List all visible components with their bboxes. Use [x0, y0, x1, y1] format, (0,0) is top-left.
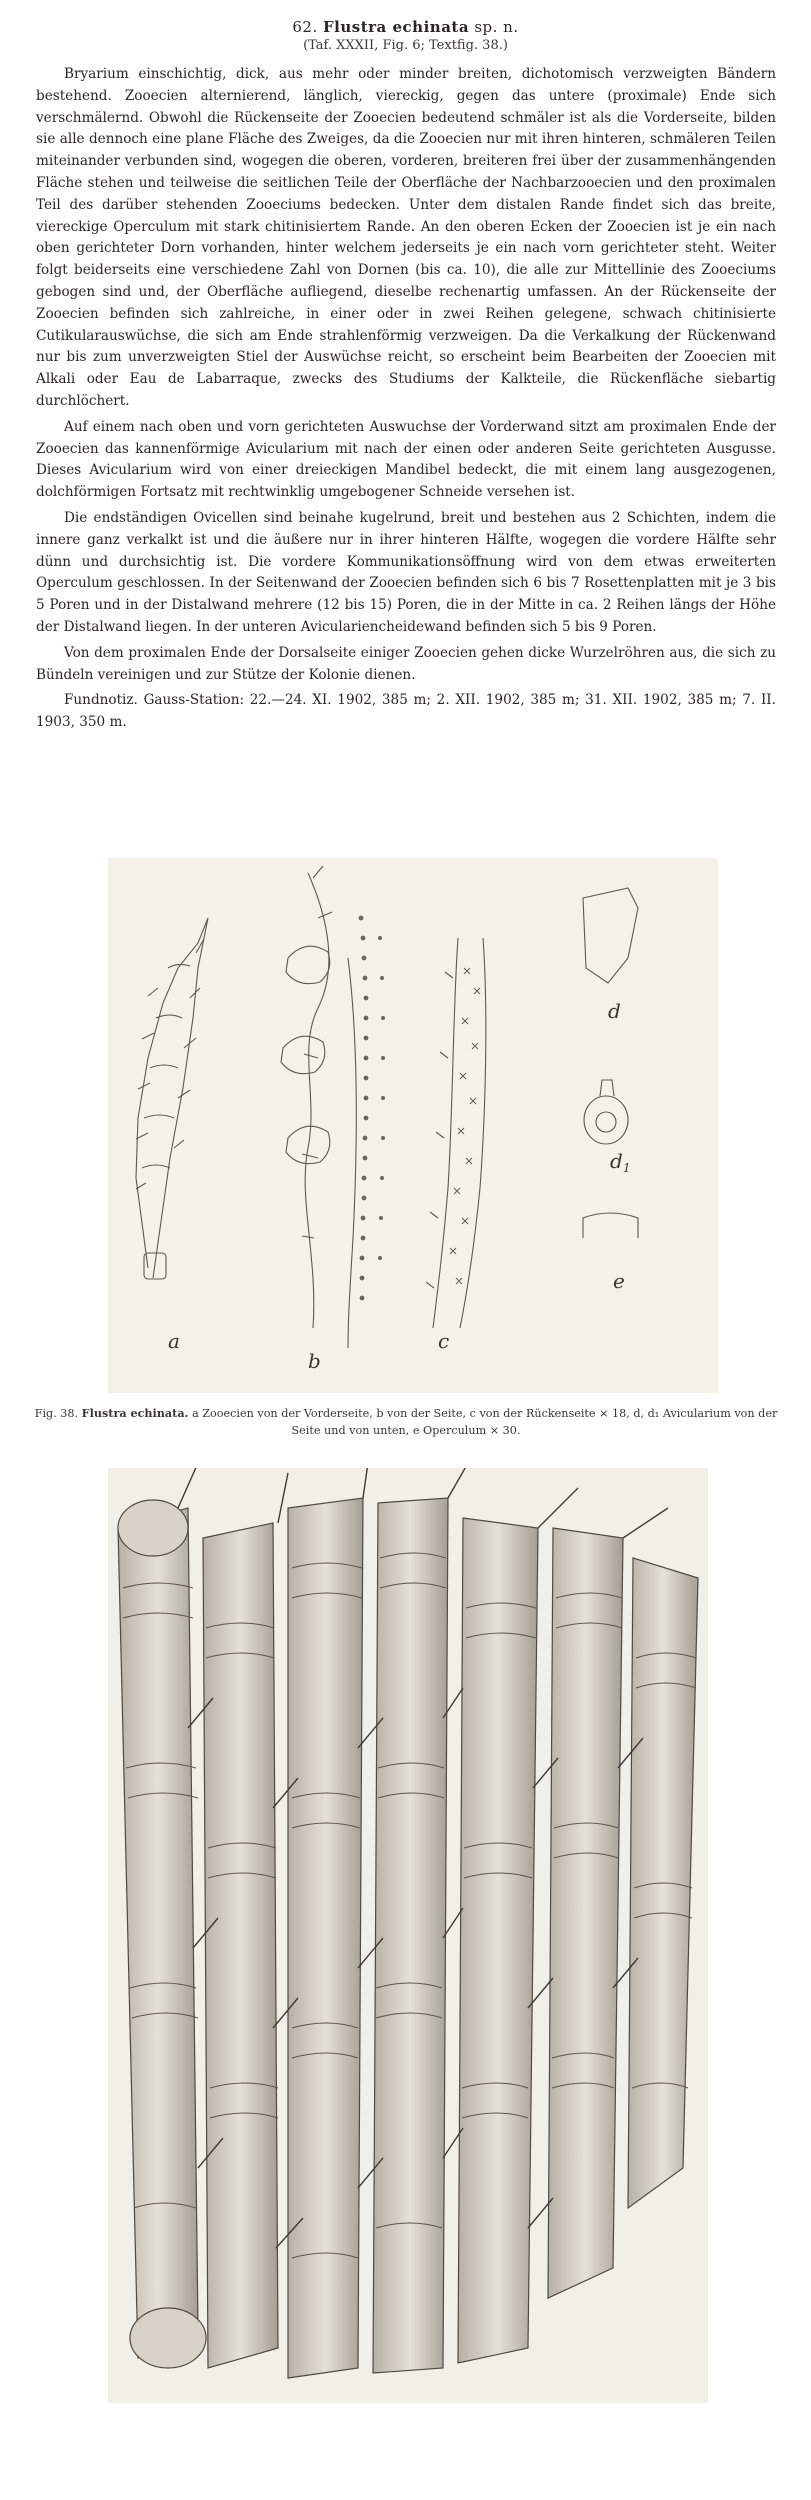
figure-caption — [26, 1405, 786, 1439]
drawing-b-side-view — [281, 866, 356, 1348]
zooecia-columns — [118, 1498, 698, 2378]
title-reference: (Taf. XXXII, Fig. 6; Textfig. 38.) — [303, 38, 508, 53]
drawing-b-pores — [359, 916, 385, 1301]
paragraph: Fundnotiz. Gauss-Station: 22.—24. XI. 1902, 385 m; 2. XII. 1902, 385 m; 31. XII. 1902, 385 m; 7. II. 1903, 350 m. — [36, 692, 776, 731]
label-c: c — [438, 1329, 450, 1353]
caption-prefix: Fig. 38. — [34, 1407, 79, 1420]
caption-text: a Zooecien von der Vorderseite, b von der Seite, c von der Rückenseite × 18, d, d₁ Avicularium von der Seite und von unten, e Operculum × 30. — [192, 1407, 778, 1437]
paragraph: Bryarium einschichtig, dick, aus mehr oder minder breiten, dichotomisch verzweigten Bändern bestehend. Zooecien alternierend, länglich, viereckig, gegen das untere (proximale) Ende sich verschmälernd. Obwohl die Rückenseite der Zooecien bedeutend schmäler ist als die Vorderseite, bilden sie alle dennoch eine plane Fläche des Zweiges, da die Zooecien nur mit ihren hinteren, schmäleren Teilen miteinander verbunden sind, wogegen die oberen, vorderen, breiteren frei über der zusammenhängenden Fläche stehen und teilweise die seitlichen Teile der Oberfläche der Nachbarzooecien und den proximalen Teil des darüber stehenden Zooeciums bedecken. Unter dem distalen Rande findet sich das breite, viereckige Operculum mit stark chitinisiertem Rande. An den oberen Ecken der Zooecien ist je ein nach oben gerichteter Dorn vorhanden, hinter welchem jederseits je ein nach vorn gerichteter steht. Weiter folgt beiderseits eine verschiedene Zahl von Dornen (bis ca. 10), die alle zur Mittellinie des Zooeciums gebogen sind und, der Oberfläche aufliegend, dieselbe rechenartig umfassen. An der Rückenseite der Zooecien befinden sich zahlreiche, in einer oder in zwei Reihen gelegene, schwach chitinisierte Cutikularauswüchse, die sich am Ende strahlenförmig verzweigen. Da die Verkalkung der Rückenwand nur bis zum unverzweigten Stiel der Auswüchse reicht, so erscheint beim Bearbeiten der Zooecien mit Alkali oder Eau de Labarraque, zwecks des Studiums der Kalkteile, die Rückenfläche siebartig durchlöchert. — [36, 66, 776, 409]
label-b: b — [308, 1349, 321, 1373]
title-number: 62. — [292, 18, 318, 36]
drawing-d-avicularium-side — [583, 888, 638, 983]
colony-illustration — [108, 1468, 708, 2403]
plate-drawing — [108, 1468, 708, 2403]
drawing-c-back-view — [426, 938, 486, 1328]
caption-species: Flustra echinata. — [81, 1406, 189, 1420]
body-text — [36, 64, 776, 738]
label-e: e — [613, 1269, 625, 1293]
label-d: d — [608, 999, 621, 1023]
drawing-e-operculum — [583, 1213, 638, 1238]
label-a: a — [168, 1329, 180, 1353]
species-title — [0, 18, 811, 36]
paragraph: Die endständigen Ovicellen sind beinahe kugelrund, breit und bestehen aus 2 Schichten, indem die innere ganz verkalkt ist und die äußere nur in ihrer hinteren Hälfte, wogegen die vordere Hälfte sehr dünn und durchsichtig ist. Die vordere Kommunikationsöffnung wird von dem etwas erweiterten Operculum geschlossen. In der Seitenwand der Zooecien befinden sich 6 bis 7 Rosettenplatten mit je 3 bis 5 Poren und in der Distalwand mehrere (12 bis 15) Poren, die in der Mitte in ca. 2 Reihen längs der Höhe der Distalwand liegen. In der unteren Aviculariencheidewand befinden sich 5 bis 9 Poren. — [36, 509, 776, 635]
drawing-a-front-view — [136, 918, 208, 1279]
title-suffix: sp. n. — [474, 18, 519, 36]
title-genus: Flustra echinata — [323, 18, 470, 36]
paragraph: Von dem proximalen Ende der Dorsalseite einiger Zooecien gehen dicke Wurzelröhren aus, die sich zu Bündeln vereinigen und zur Stütze der Kolonie dienen. — [36, 644, 776, 683]
text-figure-38 — [108, 858, 718, 1393]
figure-drawings — [108, 858, 718, 1393]
drawing-d1-avicularium-below — [584, 1080, 628, 1144]
paragraph: Auf einem nach oben und vorn gerichteten Auswuchse der Vorderwand sitzt am proximalen Ende der Zooecien das kannenförmige Avicularium mit nach der einen oder anderen Seite gerichteten Ausgusse. Dieses Avicularium wird von einer dreieckigen Mandibel bedeckt, die mit einem lang ausgezogenen, dolchförmigen Fortsatz mit rechtwinklig umgebogener Schneide versehen ist. — [36, 418, 776, 501]
label-d1: $d_1$ — [610, 1149, 631, 1175]
section-heading — [0, 18, 811, 53]
